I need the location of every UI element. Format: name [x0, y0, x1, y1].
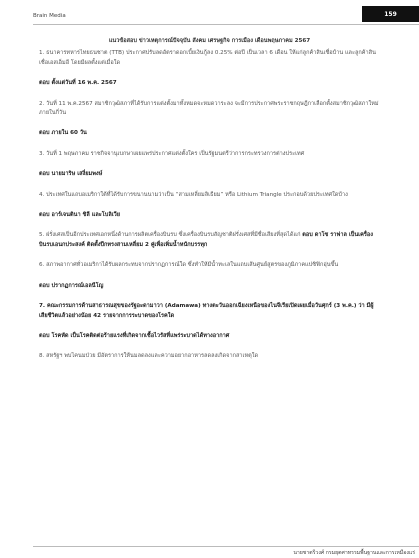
- question-3: 3. วันที่ 1 พฤษภาคม ราชกิจจานุเบกษาเผยแพร่ประกาศแต่งตั้งใคร เป็นรัฐมนตรีว่าการกระทรวงการต่างประเทศ: [39, 150, 305, 157]
- footer-text: นายชาตรีวงศ์ กรมยุตศาทรรมพื้นฐานและการเหมืองแร่: [293, 550, 415, 556]
- question-1: 1. ธนาคารทหารไทยธนชาต (TTB) ประกาศปรับลดอัตราดอกเบี้ยเงินกู้ลง 0.25% ต่อปี เป็นเวลา 6 เดือน ให้แก่ลูกค้าสินเชื่อบ้าน และลูกค้าสินเชื่อเอสเอ็มอี โดยมีผลตั้งแต่เมื่อใด: [39, 50, 376, 66]
- header-divider: [33, 24, 419, 25]
- question-4: 4. ประเทศในแถบอเมริกาใต้ที่ได้รับการขนานนามว่าเป็น “สามเหลี่ยมลิเธียม” หรือ Lithium Triangle ประกอบด้วยประเทศใดบ้าง: [39, 191, 348, 198]
- answer-2: ตอบ ภายใน 60 วัน: [39, 130, 87, 137]
- footer-divider: [33, 546, 419, 547]
- question-8: 8. สหรัฐฯ พบไคนมป่วย มีอัตราการให้นมลดลงและความอยากอาหารลดลงเกิดจากสาเหตุใด: [39, 353, 259, 360]
- question-6: 6. สภาพอากาศทั่วอเมริกาได้รับผลกระทบจากปรากฏการณ์ใด ซึ่งทำให้มีน้ำทะเลในแถบเส้นศูนย์สูตรของภูมิภาคแปซิฟิกอุ่นขึ้น: [39, 262, 339, 269]
- document-body: [39, 37, 380, 373]
- question-7: 7. คณะกรรมการด้านสาธารณสุขของรัฐอะดามาวา (Adamawa) ทางตะวันออกเฉียงเหนือของไนจีเรียเปิดเผยเมื่อวันศุกร์ (3 พ.ค.) ว่า มีผู้เสียชีวิตแล้วอย่างน้อย 42 รายจากการระบาดของโรคใด: [39, 303, 374, 319]
- answer-7: ตอบ โรคหัด เป็นโรคติดต่อร้ายแรงที่เกิดจากเชื้อไวรัสที่แพร่ระบาดได้ทางอากาศ: [39, 332, 230, 339]
- question-5-block: [39, 231, 380, 250]
- header-brand: Brain Media: [33, 13, 66, 19]
- question-2: 2. วันที่ 11 พ.ค.2567 สมาชิกวุฒิสภาที่ได้รับการแต่งตั้งมาทั้งหมดจะหมดวาระลง จะมีการประกาศพระราชกฤษฎีกาเลือกตั้งสมาชิกวุฒิสภาใหม่ ภายในกี่วัน: [39, 100, 379, 117]
- answer-6: ตอบ ปรากฏการณ์เอลนีโญ: [39, 282, 104, 289]
- answer-5: ตอบ ดาโซ ราฟาล เป็นเครื่องบินรบเอนกประสงค์ ติดตั้งปีกทรงสามเหลี่ยม 2 คู่เพื่อเพิ่มน้ำหนักบรรทุก: [39, 232, 373, 248]
- page-number-badge: 159: [362, 6, 419, 22]
- question-5: 5. ฝรั่งเศสเป็นอีกประเทศเอกหนึ่งด้านการผลิตเครื่องบินรบ ซึ่งเครื่องบินรบสัญชาติฝรั่งเศสที่มีชื่อเสียงที่สุดได้แก่: [39, 232, 301, 239]
- answer-3: ตอบ นายมาริษ เสงี่ยมพงษ์: [39, 171, 103, 178]
- answer-1: ตอบ ตั้งแต่วันที่ 16 พ.ค. 2567: [39, 80, 117, 87]
- answer-4: ตอบ อาร์เจนตินา ชิลี และโบลิเวีย: [39, 212, 121, 219]
- page-title: แนวข้อสอบ ข่าวเหตุการณ์ปัจจุบัน สังคม เศรษฐกิจ การเมือง เดือนพฤษภาคม 2567: [108, 38, 311, 44]
